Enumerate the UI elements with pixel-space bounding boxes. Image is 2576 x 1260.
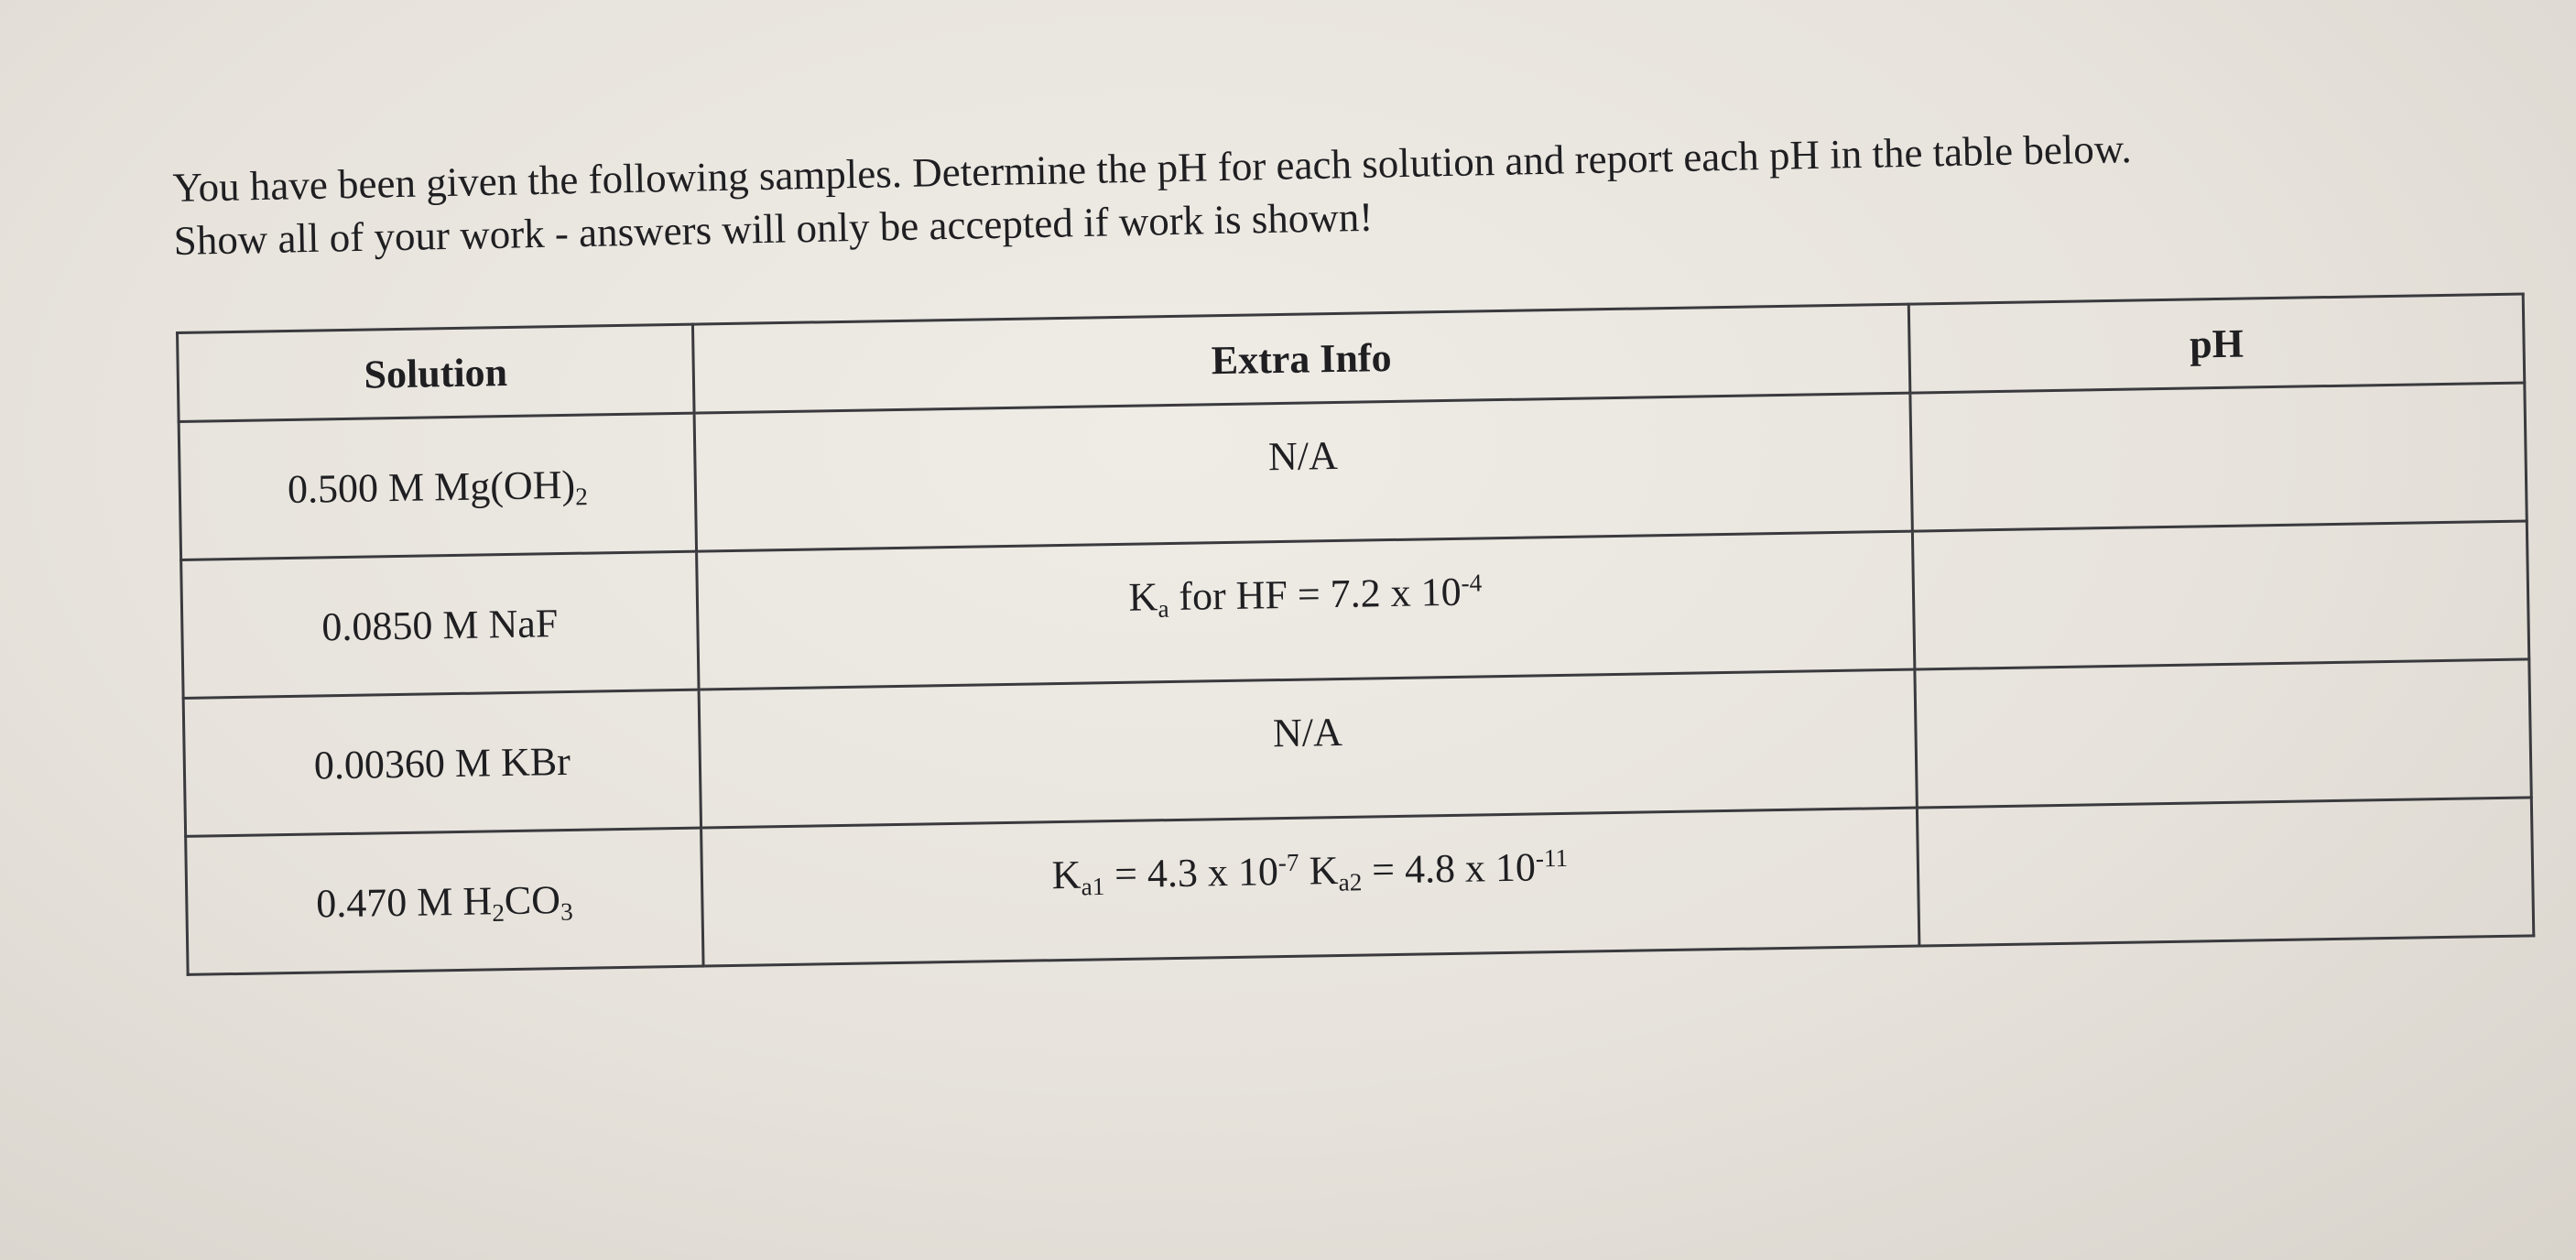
solution-text: 0.470 M $H_2CO_3$ (315, 876, 573, 927)
instructions-line-2: Show all of your work - answers will only be accepted if work is shown! (173, 193, 1374, 264)
extra-info-text: N/A (1267, 432, 1339, 479)
header-solution: Solution (178, 324, 695, 421)
extra-info-cell (699, 669, 1917, 828)
solution-text: 0.500 M $Mg(OH)_2$ (287, 462, 589, 512)
extra-info-cell (694, 393, 1912, 551)
solution-cell (183, 690, 701, 836)
ph-answer-cell[interactable] (1917, 798, 2533, 946)
ph-answer-cell[interactable] (1910, 383, 2527, 531)
extra-info-cell (701, 808, 1919, 966)
ph-answer-cell[interactable] (1915, 659, 2531, 808)
ph-answer-cell[interactable] (1912, 521, 2528, 669)
extra-info-text: $K_a$ for HF = 7.2 x $10^{-4}$ (1128, 568, 1483, 623)
header-ph: pH (1908, 294, 2525, 393)
extra-info-text: $K_{a1} = 4.3$ x $10^{-7}$ $K_{a2} = 4.8$ x $10^{-11}$ (1051, 843, 1569, 900)
instructions-line-1: You have been given the following samples. Determine the pH for each solution and report each pH in the table below. (172, 125, 2133, 211)
solution-cell (179, 413, 696, 559)
solution-cell (181, 551, 699, 698)
extra-info-cell (697, 531, 1915, 690)
solution-text: 0.00360 M KBr (313, 738, 571, 788)
solution-cell (186, 828, 703, 974)
header-extra-info: Extra Info (692, 304, 1909, 413)
ph-table (176, 292, 2535, 975)
instructions-text (172, 114, 2482, 267)
extra-info-text: N/A (1272, 709, 1343, 755)
solution-text: 0.0850 M NaF (321, 600, 559, 649)
